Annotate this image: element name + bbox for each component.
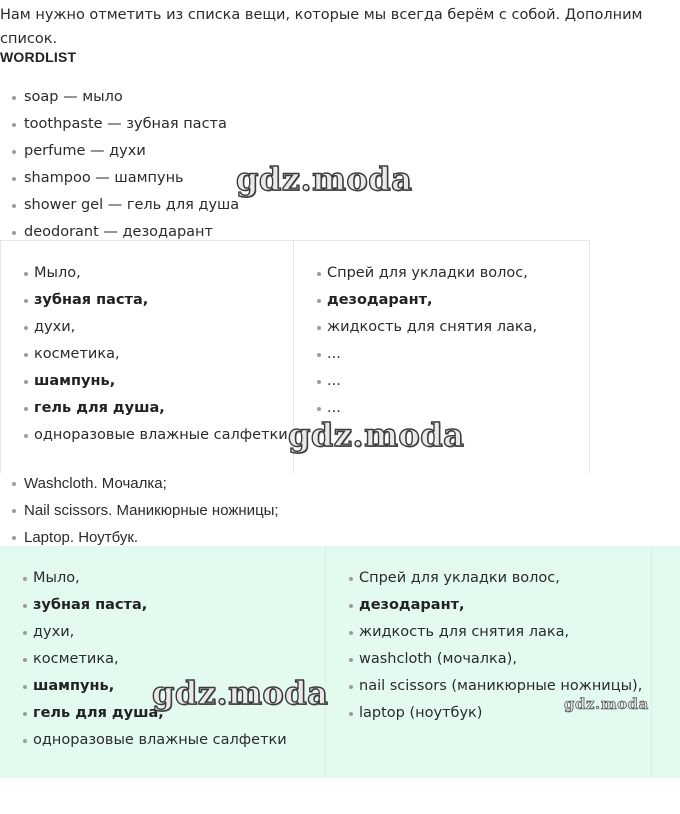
watermark-logo: gdz.moda — [152, 674, 329, 712]
items-list — [0, 565, 325, 754]
table-item: духи, — [0, 619, 325, 646]
table-item: дезодарант, — [326, 592, 651, 619]
table-item: ... — [294, 395, 589, 422]
watermark-logo: gdz.moda — [288, 416, 465, 454]
wordlist-item: deodorant — дезодарант — [0, 219, 239, 246]
wordlist-item: shampoo — шампунь — [0, 165, 239, 192]
table-item: жидкость для снятия лака, — [326, 619, 651, 646]
answer-table-draft — [0, 240, 590, 473]
extra-word-item: Nail scissors. Маникюрные ножницы; — [0, 497, 279, 524]
items-list — [1, 260, 293, 449]
table-item: гель для душа, — [0, 700, 325, 727]
wordlist-item: toothpaste — зубная паста — [0, 111, 239, 138]
items-list — [326, 565, 651, 727]
table-item: Мыло, — [0, 565, 325, 592]
wordlist — [0, 84, 239, 246]
table-item: гель для душа, — [1, 395, 293, 422]
intro-text: Нам нужно отметить из списка вещи, которые мы всегда берём с собой. Дополним список. — [0, 7, 643, 47]
table-item: washcloth (мочалка), — [326, 646, 651, 673]
wordlist-item: shower gel — гель для душа — [0, 192, 239, 219]
watermark-logo: gdz.moda — [236, 160, 413, 198]
extra-word-item: Laptop. Ноутбук. — [0, 524, 279, 551]
wordlist-item: perfume — духи — [0, 138, 239, 165]
table-item: одноразовые влажные салфетки — [1, 422, 293, 449]
table-item: шампунь, — [1, 368, 293, 395]
table-item: косметика, — [0, 646, 325, 673]
watermark-logo: gdz.moda — [564, 695, 649, 713]
table-cell-right — [294, 241, 590, 473]
extra-words-list — [0, 470, 279, 551]
table-item: laptop (ноутбук) — [326, 700, 651, 727]
table-cell-left — [0, 241, 294, 473]
table-item: nail scissors (маникюрные ножницы), — [326, 673, 651, 700]
wordlist-item: soap — мыло — [0, 84, 239, 111]
table-item: ... — [294, 368, 589, 395]
table-item: жидкость для снятия лака, — [294, 314, 589, 341]
table-item: одноразовые влажные салфетки — [0, 727, 325, 754]
table-item: Спрей для укладки волос, — [294, 260, 589, 287]
extra-word-item: Washcloth. Мочалка; — [0, 470, 279, 497]
table-item: зубная паста, — [1, 287, 293, 314]
wordlist-title: WORDLIST — [0, 49, 77, 65]
table-item: дезодарант, — [294, 287, 589, 314]
table-item: Спрей для укладки волос, — [326, 565, 651, 592]
table-cell-right — [326, 546, 652, 778]
table-item: зубная паста, — [0, 592, 325, 619]
table-item: духи, — [1, 314, 293, 341]
items-list — [294, 260, 589, 422]
table-item: шампунь, — [0, 673, 325, 700]
answer-table-final — [0, 546, 680, 778]
table-item: ... — [294, 341, 589, 368]
table-cell-left — [0, 546, 329, 778]
table-item: косметика, — [1, 341, 293, 368]
table-item: Мыло, — [1, 260, 293, 287]
